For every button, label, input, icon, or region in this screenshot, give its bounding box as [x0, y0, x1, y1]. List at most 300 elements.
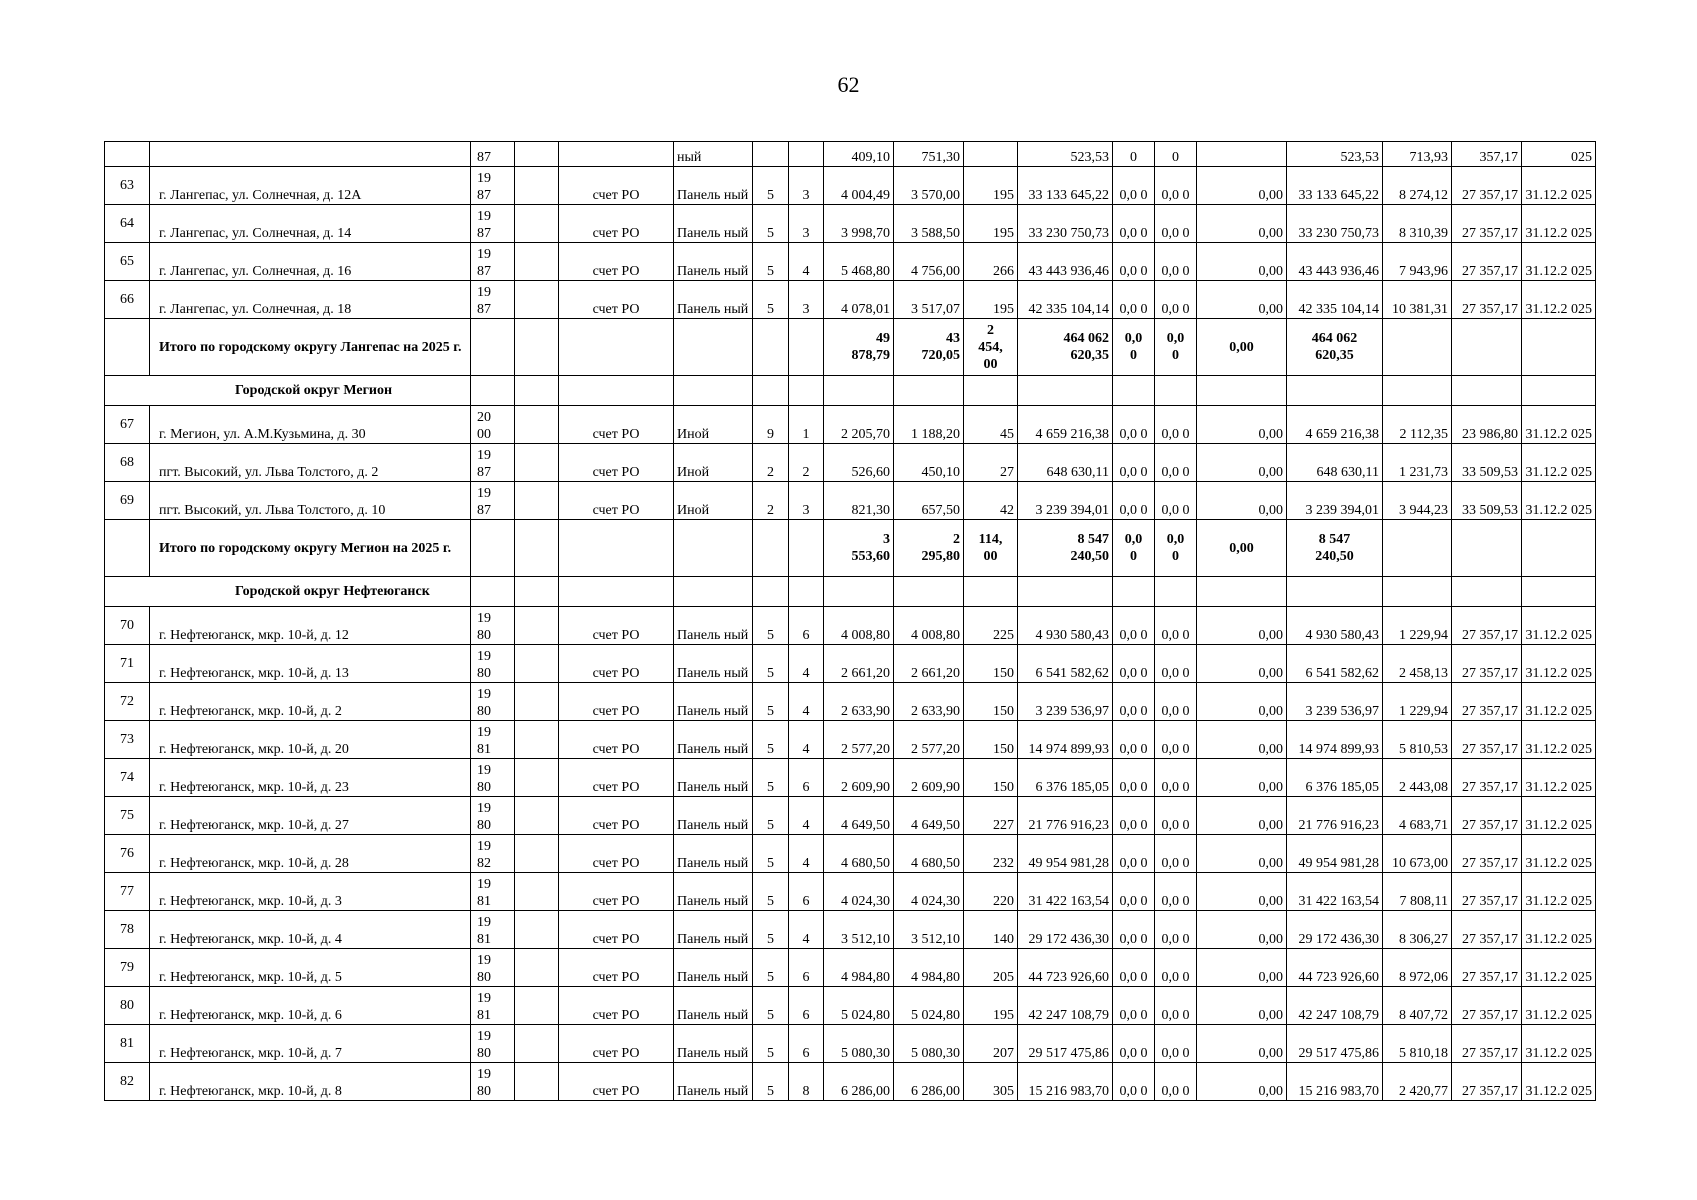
year-cell: 19 81 — [471, 987, 515, 1025]
floors-cell: 9 — [753, 406, 789, 444]
row-number: 79 — [105, 949, 150, 987]
cost-cell: 44 723 926,60 — [1018, 949, 1113, 987]
fund-cell: 0,0 0 — [1155, 1063, 1197, 1101]
limit-cost-cell: 27 357,17 — [1452, 873, 1522, 911]
fund-cell: 0,00 — [1197, 949, 1287, 987]
fund-cell: 0,00 — [1197, 1063, 1287, 1101]
fund-cell: 0,00 — [1197, 243, 1287, 281]
specific-cost-cell: 2 420,77 — [1383, 1063, 1452, 1101]
entrances-cell: 1 — [789, 406, 824, 444]
fund-cell: 0,0 0 — [1155, 987, 1197, 1025]
empty-cell — [789, 520, 824, 577]
fund-cell: 0,0 0 — [1113, 607, 1155, 645]
empty-cell — [1452, 376, 1522, 406]
total-cost-cell: 29 517 475,86 — [1287, 1025, 1383, 1063]
area-total-cell: 5 468,80 — [824, 243, 894, 281]
empty-cell — [753, 520, 789, 577]
total-cost-cell: 29 172 436,30 — [1287, 911, 1383, 949]
deadline-cell: 31.12.2 025 — [1522, 987, 1596, 1025]
fund-cell: 0,0 0 — [1155, 721, 1197, 759]
empty-cell — [1522, 376, 1596, 406]
area-living-cell: 2 661,20 — [894, 645, 964, 683]
year-cell: 19 81 — [471, 873, 515, 911]
fund-cell: 0,0 0 — [1113, 243, 1155, 281]
entrances-cell: 6 — [789, 1025, 824, 1063]
row-number: 78 — [105, 911, 150, 949]
empty-cell — [1383, 376, 1452, 406]
source-cell: счет РО — [559, 987, 674, 1025]
limit-cost-cell: 27 357,17 — [1452, 683, 1522, 721]
empty-cell — [559, 577, 674, 607]
empty-cell — [515, 376, 559, 406]
area-living-cell: 3 588,50 — [894, 205, 964, 243]
deadline-cell: 31.12.2 025 — [1522, 281, 1596, 319]
empty-cell — [674, 577, 753, 607]
area-total-cell: 4 024,30 — [824, 873, 894, 911]
empty-cell — [789, 319, 824, 376]
total-cost-cell: 4 659 216,38 — [1287, 406, 1383, 444]
entrances-cell: 8 — [789, 1063, 824, 1101]
specific-cost-cell: 8 274,12 — [1383, 167, 1452, 205]
cost-cell: 29 517 475,86 — [1018, 1025, 1113, 1063]
specific-cost-cell: 8 306,27 — [1383, 911, 1452, 949]
fund-cell: 0,0 0 — [1113, 759, 1155, 797]
empty-cell — [105, 520, 150, 577]
year-cell: 19 87 — [471, 482, 515, 520]
cost-cell: 49 954 981,28 — [1018, 835, 1113, 873]
wall-type-cell: Панель ный — [674, 873, 753, 911]
empty-cell — [789, 376, 824, 406]
total-a1-cell: 49 878,79 — [824, 319, 894, 376]
fund-cell: 0,0 0 — [1113, 205, 1155, 243]
area-total-cell: 2 633,90 — [824, 683, 894, 721]
area-total-cell: 526,60 — [824, 444, 894, 482]
area-living-cell: 4 008,80 — [894, 607, 964, 645]
source-cell: счет РО — [559, 835, 674, 873]
empty-cell — [1522, 520, 1596, 577]
year-cell: 19 82 — [471, 835, 515, 873]
deadline-cell: 31.12.2 025 — [1522, 873, 1596, 911]
table-row — [105, 406, 1596, 444]
wall-type-cell: Панель ный — [674, 835, 753, 873]
fund-cell: 0,00 — [1197, 607, 1287, 645]
empty-cell — [964, 577, 1018, 607]
entrances-cell: 3 — [789, 205, 824, 243]
area-total-cell: 4 984,80 — [824, 949, 894, 987]
empty-cell — [753, 319, 789, 376]
limit-cost-cell: 33 509,53 — [1452, 482, 1522, 520]
row-number: 74 — [105, 759, 150, 797]
table-row — [105, 721, 1596, 759]
source-cell: счет РО — [559, 243, 674, 281]
specific-cost-cell: 1 231,73 — [1383, 444, 1452, 482]
total-a2-cell: 2 295,80 — [894, 520, 964, 577]
fund-cell: 0,0 0 — [1113, 444, 1155, 482]
total-cost-cell: 14 974 899,93 — [1287, 721, 1383, 759]
fund-cell: 0,0 0 — [1155, 205, 1197, 243]
fund-cell: 0,0 0 — [1155, 797, 1197, 835]
area-living-cell: 4 984,80 — [894, 949, 964, 987]
area-total-cell: 4 680,50 — [824, 835, 894, 873]
row-number: 76 — [105, 835, 150, 873]
source-cell: счет РО — [559, 167, 674, 205]
row-number: 63 — [105, 167, 150, 205]
wall-type-cell: Панель ный — [674, 167, 753, 205]
empty-cell — [559, 376, 674, 406]
empty-cell — [515, 911, 559, 949]
area-total-cell: 2 577,20 — [824, 721, 894, 759]
cost-cell: 6 376 185,05 — [1018, 759, 1113, 797]
floors-cell: 5 — [753, 683, 789, 721]
area-total-cell: 4 649,50 — [824, 797, 894, 835]
total-z3-cell: 0,00 — [1197, 520, 1287, 577]
empty-cell — [515, 167, 559, 205]
area-total-cell: 2 609,90 — [824, 759, 894, 797]
deadline-cell: 31.12.2 025 — [1522, 797, 1596, 835]
empty-cell — [1155, 577, 1197, 607]
limit-cost-cell: 27 357,17 — [1452, 911, 1522, 949]
empty-cell — [515, 281, 559, 319]
limit-cost-cell: 27 357,17 — [1452, 167, 1522, 205]
table-row-continued: 87 ный 409,10 751,30 523,53 0 0 523,53 713,93 357,17 025 — [105, 142, 1596, 167]
floors-cell: 5 — [753, 987, 789, 1025]
fund-cell: 0,0 0 — [1155, 835, 1197, 873]
row-number: 69 — [105, 482, 150, 520]
wall-type-cell: Панель ный — [674, 911, 753, 949]
floors-cell: 2 — [753, 444, 789, 482]
row-number: 64 — [105, 205, 150, 243]
fund-cell: 0,0 0 — [1113, 721, 1155, 759]
table-row — [105, 835, 1596, 873]
total-z1-cell: 0,0 0 — [1113, 319, 1155, 376]
year-cell: 19 87 — [471, 243, 515, 281]
total-row — [105, 319, 1596, 376]
wall-type-cell: Панель ный — [674, 683, 753, 721]
address-cell: пгт. Высокий, ул. Льва Толстого, д. 2 — [150, 444, 471, 482]
table-row — [105, 281, 1596, 319]
empty-cell — [1018, 577, 1113, 607]
entrances-cell: 4 — [789, 645, 824, 683]
area-living-cell: 3 570,00 — [894, 167, 964, 205]
deadline-cell: 31.12.2 025 — [1522, 683, 1596, 721]
empty-cell — [515, 444, 559, 482]
cost-cell: 43 443 936,46 — [1018, 243, 1113, 281]
fund-cell: 0,0 0 — [1155, 444, 1197, 482]
entrances-cell: 4 — [789, 797, 824, 835]
table-row — [105, 1025, 1596, 1063]
floors-cell: 5 — [753, 797, 789, 835]
table-row — [105, 949, 1596, 987]
section-header-row — [105, 577, 1596, 607]
total-cost-cell: 3 239 536,97 — [1287, 683, 1383, 721]
fund-cell: 0,0 0 — [1155, 281, 1197, 319]
wall-type-cell: Панель ный — [674, 1063, 753, 1101]
empty-cell — [515, 949, 559, 987]
empty-cell — [674, 376, 753, 406]
year-cell: 19 80 — [471, 949, 515, 987]
address-cell: г. Нефтеюганск, мкр. 10-й, д. 13 — [150, 645, 471, 683]
total-total-cell: 8 547 240,50 — [1287, 520, 1383, 577]
row-number: 73 — [105, 721, 150, 759]
empty-cell — [515, 607, 559, 645]
empty-cell — [105, 319, 150, 376]
fund-cell: 0,00 — [1197, 482, 1287, 520]
deadline-cell: 31.12.2 025 — [1522, 645, 1596, 683]
limit-cost-cell: 27 357,17 — [1452, 987, 1522, 1025]
cost-cell: 33 230 750,73 — [1018, 205, 1113, 243]
empty-cell — [894, 376, 964, 406]
empty-cell — [674, 520, 753, 577]
total-cost-cell: 44 723 926,60 — [1287, 949, 1383, 987]
floors-cell: 5 — [753, 911, 789, 949]
source-cell: счет РО — [559, 721, 674, 759]
year-cell: 19 87 — [471, 444, 515, 482]
floors-cell: 5 — [753, 721, 789, 759]
total-z3-cell: 0,00 — [1197, 319, 1287, 376]
floors-cell: 5 — [753, 281, 789, 319]
limit-cost-cell: 27 357,17 — [1452, 607, 1522, 645]
empty-cell — [1113, 376, 1155, 406]
cost-cell: 31 422 163,54 — [1018, 873, 1113, 911]
year-cell: 19 81 — [471, 721, 515, 759]
source-cell: счет РО — [559, 911, 674, 949]
source-cell: счет РО — [559, 281, 674, 319]
total-cost-cell: 8 547 240,50 — [1018, 520, 1113, 577]
specific-cost-cell: 2 112,35 — [1383, 406, 1452, 444]
address-cell: г. Нефтеюганск, мкр. 10-й, д. 4 — [150, 911, 471, 949]
address-cell: г. Нефтеюганск, мкр. 10-й, д. 23 — [150, 759, 471, 797]
row-number: 81 — [105, 1025, 150, 1063]
total-cost-cell: 4 930 580,43 — [1287, 607, 1383, 645]
specific-cost-cell: 8 310,39 — [1383, 205, 1452, 243]
total-cost-cell: 33 230 750,73 — [1287, 205, 1383, 243]
row-number: 66 — [105, 281, 150, 319]
empty-cell — [753, 577, 789, 607]
area-living-cell: 2 609,90 — [894, 759, 964, 797]
empty-cell — [515, 835, 559, 873]
wall-type-cell: Панель ный — [674, 987, 753, 1025]
fund-cell: 0,0 0 — [1113, 873, 1155, 911]
residents-cell: 220 — [964, 873, 1018, 911]
limit-cost-cell: 27 357,17 — [1452, 759, 1522, 797]
limit-cost-cell: 27 357,17 — [1452, 645, 1522, 683]
source-cell: счет РО — [559, 949, 674, 987]
address-cell: г. Лангепас, ул. Солнечная, д. 18 — [150, 281, 471, 319]
area-total-cell: 6 286,00 — [824, 1063, 894, 1101]
total-p-cell: 114, 00 — [964, 520, 1018, 577]
wall-type-cell: Панель ный — [674, 281, 753, 319]
fund-cell: 0,00 — [1197, 835, 1287, 873]
fund-cell: 0,00 — [1197, 873, 1287, 911]
area-living-cell: 5 024,80 — [894, 987, 964, 1025]
limit-cost-cell: 27 357,17 — [1452, 949, 1522, 987]
source-cell: счет РО — [559, 406, 674, 444]
floors-cell: 5 — [753, 873, 789, 911]
cost-cell: 4 930 580,43 — [1018, 607, 1113, 645]
specific-cost-cell: 5 810,53 — [1383, 721, 1452, 759]
deadline-cell: 31.12.2 025 — [1522, 607, 1596, 645]
limit-cost-cell: 27 357,17 — [1452, 243, 1522, 281]
residents-cell: 232 — [964, 835, 1018, 873]
empty-cell — [824, 577, 894, 607]
area-living-cell: 2 633,90 — [894, 683, 964, 721]
empty-cell — [515, 205, 559, 243]
residents-cell: 45 — [964, 406, 1018, 444]
total-cost-cell: 49 954 981,28 — [1287, 835, 1383, 873]
total-total-cell: 464 062 620,35 — [1287, 319, 1383, 376]
wall-type-cell: Иной — [674, 444, 753, 482]
fund-cell: 0,0 0 — [1155, 683, 1197, 721]
empty-cell — [824, 376, 894, 406]
entrances-cell: 2 — [789, 444, 824, 482]
wall-type-cell: Панель ный — [674, 645, 753, 683]
fund-cell: 0,0 0 — [1155, 873, 1197, 911]
cost-cell: 15 216 983,70 — [1018, 1063, 1113, 1101]
empty-cell — [1155, 376, 1197, 406]
limit-cost-cell: 27 357,17 — [1452, 835, 1522, 873]
residents-cell: 205 — [964, 949, 1018, 987]
empty-cell — [515, 482, 559, 520]
source-cell: счет РО — [559, 645, 674, 683]
fund-cell: 0,0 0 — [1113, 1063, 1155, 1101]
area-living-cell: 4 756,00 — [894, 243, 964, 281]
floors-cell: 2 — [753, 482, 789, 520]
empty-cell — [1287, 577, 1383, 607]
empty-cell — [515, 1063, 559, 1101]
residents-cell: 150 — [964, 645, 1018, 683]
deadline-cell: 31.12.2 025 — [1522, 1063, 1596, 1101]
empty-cell — [1452, 319, 1522, 376]
total-a1-cell: 3 553,60 — [824, 520, 894, 577]
empty-cell — [515, 721, 559, 759]
fund-cell: 0,0 0 — [1113, 911, 1155, 949]
entrances-cell: 3 — [789, 167, 824, 205]
address-cell: г. Нефтеюганск, мкр. 10-й, д. 5 — [150, 949, 471, 987]
table-row — [105, 1063, 1596, 1101]
empty-cell — [1383, 319, 1452, 376]
empty-cell — [1383, 520, 1452, 577]
source-cell: счет РО — [559, 1025, 674, 1063]
cost-cell: 42 335 104,14 — [1018, 281, 1113, 319]
specific-cost-cell: 3 944,23 — [1383, 482, 1452, 520]
table-row — [105, 987, 1596, 1025]
table-row — [105, 759, 1596, 797]
fund-cell: 0,00 — [1197, 406, 1287, 444]
area-total-cell: 4 004,49 — [824, 167, 894, 205]
fund-cell: 0,0 0 — [1155, 949, 1197, 987]
table-row — [105, 645, 1596, 683]
fund-cell: 0,00 — [1197, 281, 1287, 319]
address-cell: г. Нефтеюганск, мкр. 10-й, д. 12 — [150, 607, 471, 645]
fund-cell: 0,00 — [1197, 645, 1287, 683]
empty-cell — [515, 319, 559, 376]
year-cell: 19 81 — [471, 911, 515, 949]
deadline-cell: 31.12.2 025 — [1522, 721, 1596, 759]
entrances-cell: 3 — [789, 281, 824, 319]
row-number: 72 — [105, 683, 150, 721]
fund-cell: 0,0 0 — [1113, 645, 1155, 683]
deadline-cell: 31.12.2 025 — [1522, 759, 1596, 797]
table-row — [105, 482, 1596, 520]
floors-cell: 5 — [753, 167, 789, 205]
address-cell: г. Нефтеюганск, мкр. 10-й, д. 20 — [150, 721, 471, 759]
fund-cell: 0,00 — [1197, 987, 1287, 1025]
page-number: 62 — [837, 72, 860, 97]
area-living-cell: 450,10 — [894, 444, 964, 482]
total-z2-cell: 0,0 0 — [1155, 319, 1197, 376]
housing-repair-table — [104, 141, 1596, 1101]
entrances-cell: 6 — [789, 987, 824, 1025]
wall-type-cell: Панель ный — [674, 949, 753, 987]
entrances-cell: 6 — [789, 949, 824, 987]
specific-cost-cell: 2 458,13 — [1383, 645, 1452, 683]
table-row — [105, 873, 1596, 911]
address-cell: г. Нефтеюганск, мкр. 10-й, д. 6 — [150, 987, 471, 1025]
fund-cell: 0,0 0 — [1155, 911, 1197, 949]
specific-cost-cell: 7 943,96 — [1383, 243, 1452, 281]
empty-cell — [1452, 520, 1522, 577]
address-cell: пгт. Высокий, ул. Льва Толстого, д. 10 — [150, 482, 471, 520]
wall-type-cell: Панель ный — [674, 797, 753, 835]
row-number: 82 — [105, 1063, 150, 1101]
source-cell: счет РО — [559, 444, 674, 482]
fund-cell: 0,00 — [1197, 444, 1287, 482]
fund-cell: 0,00 — [1197, 797, 1287, 835]
limit-cost-cell: 27 357,17 — [1452, 281, 1522, 319]
area-living-cell: 2 577,20 — [894, 721, 964, 759]
residents-cell: 227 — [964, 797, 1018, 835]
empty-cell — [1018, 376, 1113, 406]
empty-cell — [753, 376, 789, 406]
total-p-cell: 2 454, 00 — [964, 319, 1018, 376]
residents-cell: 195 — [964, 987, 1018, 1025]
entrances-cell: 4 — [789, 243, 824, 281]
empty-cell — [515, 759, 559, 797]
section-header-row — [105, 376, 1596, 406]
specific-cost-cell: 1 229,94 — [1383, 683, 1452, 721]
row-number: 77 — [105, 873, 150, 911]
table-row — [105, 205, 1596, 243]
table-row — [105, 243, 1596, 281]
total-cost-cell: 648 630,11 — [1287, 444, 1383, 482]
year-cell: 19 80 — [471, 1025, 515, 1063]
row-number: 71 — [105, 645, 150, 683]
table-row — [105, 444, 1596, 482]
fund-cell: 0,0 0 — [1155, 607, 1197, 645]
deadline-cell: 31.12.2 025 — [1522, 482, 1596, 520]
residents-cell: 195 — [964, 205, 1018, 243]
entrances-cell: 4 — [789, 721, 824, 759]
empty-cell — [515, 1025, 559, 1063]
empty-cell — [964, 376, 1018, 406]
fund-cell: 0,0 0 — [1113, 797, 1155, 835]
residents-cell: 195 — [964, 281, 1018, 319]
cost-cell: 21 776 916,23 — [1018, 797, 1113, 835]
cost-cell: 648 630,11 — [1018, 444, 1113, 482]
row-number: 65 — [105, 243, 150, 281]
deadline-cell: 31.12.2 025 — [1522, 835, 1596, 873]
fund-cell: 0,0 0 — [1113, 949, 1155, 987]
empty-cell — [1522, 319, 1596, 376]
floors-cell: 5 — [753, 759, 789, 797]
wall-type-cell: Иной — [674, 406, 753, 444]
total-cost-cell: 6 541 582,62 — [1287, 645, 1383, 683]
floors-cell: 5 — [753, 607, 789, 645]
year-cell: 19 87 — [471, 281, 515, 319]
table-row — [105, 797, 1596, 835]
total-cost-cell: 43 443 936,46 — [1287, 243, 1383, 281]
area-living-cell: 3 517,07 — [894, 281, 964, 319]
